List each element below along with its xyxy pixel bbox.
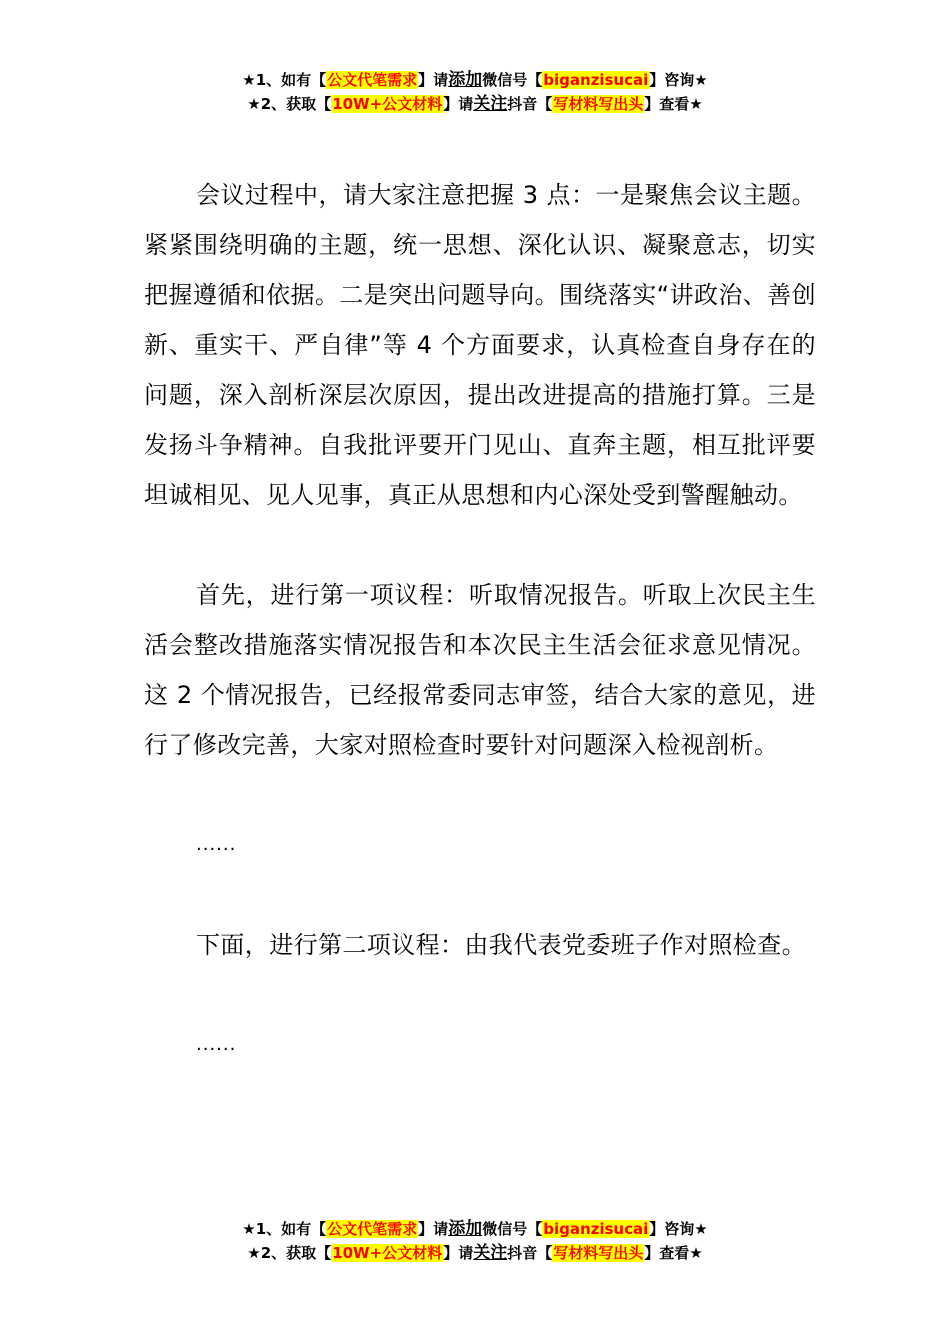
paragraph-spacer <box>144 970 816 1020</box>
promo-text: 】请 <box>418 1220 449 1238</box>
highlight-wechat-id: biganzisucai <box>543 71 649 89</box>
emphasis-text: 关注 <box>473 94 508 114</box>
paragraph-spacer <box>144 870 816 920</box>
paragraph-agenda-two: 下面，进行第二项议程：由我代表党委班子作对照检查。 <box>196 931 806 959</box>
highlight-douyin-account: 写材料写出头 <box>553 1244 644 1262</box>
promo-banner-bottom <box>0 1217 950 1265</box>
highlight-wechat-id: biganzisucai <box>543 1220 649 1238</box>
promo-banner-top <box>0 68 950 116</box>
paragraph-spacer <box>144 520 816 570</box>
paragraph-spacer <box>144 770 816 820</box>
highlight-service: 公文代笔需求 <box>327 71 418 89</box>
emphasis-text: 添加 <box>448 1219 483 1239</box>
highlight-service: 公文代笔需求 <box>327 1220 418 1238</box>
highlight-materials: 10W+公文材料 <box>332 95 443 113</box>
ellipsis-text: ...... <box>196 1034 237 1055</box>
promo-line-2 <box>0 1241 950 1265</box>
star-icon: ★ <box>242 71 256 89</box>
promo-text: 抖音【 <box>507 1244 553 1262</box>
promo-line-1 <box>0 1217 950 1241</box>
emphasis-text: 添加 <box>448 70 483 90</box>
star-icon: ★ <box>242 1220 256 1238</box>
promo-text: 】查看★ <box>644 1244 703 1262</box>
highlight-douyin-account: 写材料写出头 <box>553 95 644 113</box>
promo-text: 微信号【 <box>482 1220 543 1238</box>
promo-text: 1、如有【 <box>255 1220 327 1238</box>
ellipsis-text: ...... <box>196 834 237 855</box>
promo-text: 2、获取【 <box>260 95 332 113</box>
promo-text: 】请 <box>418 71 449 89</box>
promo-text: 】请 <box>443 95 474 113</box>
star-icon: ★ <box>247 95 261 113</box>
promo-text: 】咨询★ <box>649 71 708 89</box>
promo-text: 微信号【 <box>482 71 543 89</box>
star-icon: ★ <box>247 1244 261 1262</box>
promo-line-1 <box>0 68 950 92</box>
promo-text: 】查看★ <box>644 95 703 113</box>
promo-text: 】请 <box>443 1244 474 1262</box>
promo-text: 2、获取【 <box>260 1244 332 1262</box>
emphasis-text: 关注 <box>473 1243 508 1263</box>
promo-line-2 <box>0 92 950 116</box>
document-body <box>144 170 816 1070</box>
highlight-materials: 10W+公文材料 <box>332 1244 443 1262</box>
paragraph-meeting-points: 会议过程中，请大家注意把握 3 点：一是聚焦会议主题。紧紧围绕明确的主题，统一思想、深化认识、凝聚意志，切实把握遵循和依据。二是突出问题导向。围绕落实“讲政治、善创新、重实干、严自律”等 4 个方面要求，认真检查自身存在的问题，深入剖析深层次原因，提出改进提高的措施打算。三是发扬斗争精神。自我批评要开门见山、直奔主题，相互批评要坦诚相见、见人见事，真正从思想和内心深处受到警醒触动。 <box>144 181 816 509</box>
promo-text: 抖音【 <box>507 95 553 113</box>
paragraph-agenda-one: 首先，进行第一项议程：听取情况报告。听取上次民主生活会整改措施落实情况报告和本次民主生活会征求意见情况。这 2 个情况报告，已经报常委同志审签，结合大家的意见，进行了修改完善，大家对照检查时要针对问题深入检视剖析。 <box>144 581 816 759</box>
promo-text: 1、如有【 <box>255 71 327 89</box>
promo-text: 】咨询★ <box>649 1220 708 1238</box>
